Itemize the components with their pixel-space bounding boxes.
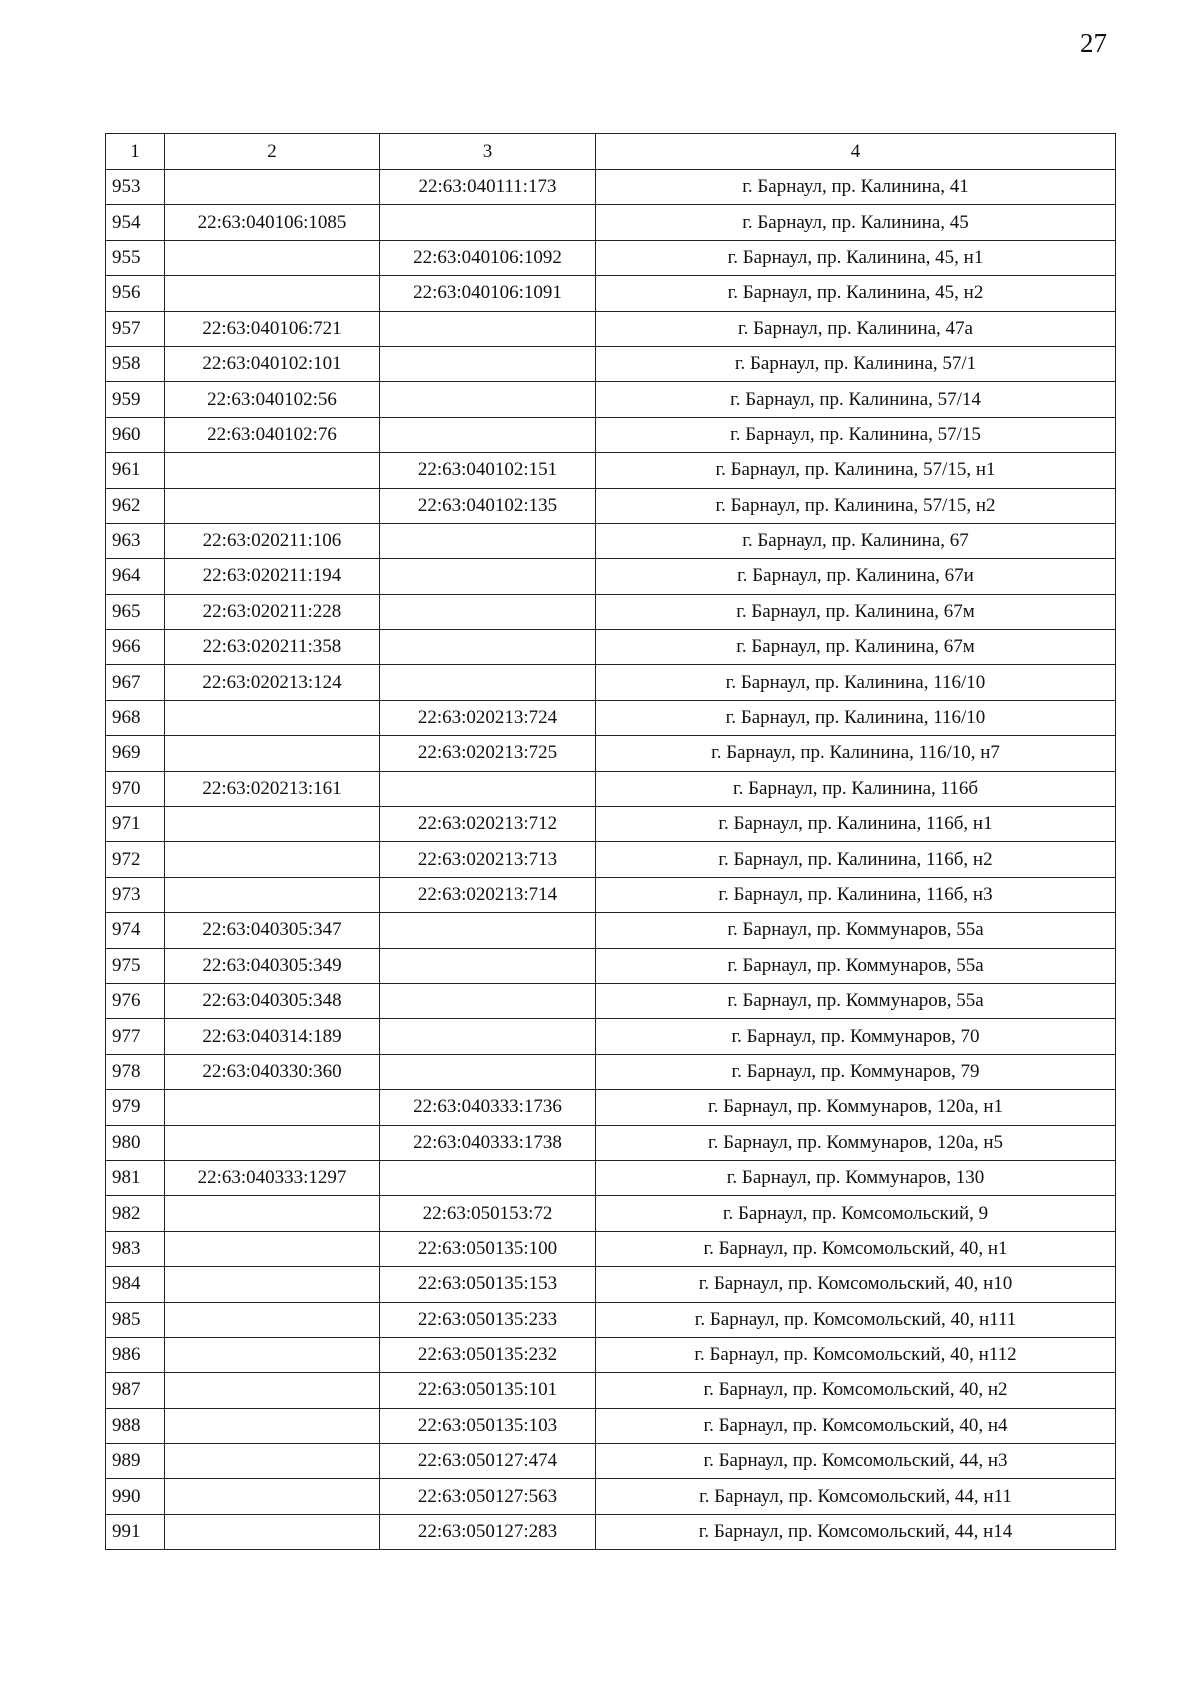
- table-row: [106, 1408, 1116, 1443]
- cadastral-number-cell-col3: [380, 771, 596, 806]
- row-number-cell: 958: [106, 346, 165, 381]
- table-row: [106, 700, 1116, 735]
- address-cell: г. Барнаул, пр. Калинина, 45: [596, 205, 1116, 240]
- table-row: [106, 205, 1116, 240]
- cadastral-number-cell-col3: [380, 1160, 596, 1195]
- cadastral-number-cell-col2: [165, 1479, 380, 1514]
- row-number-cell: 957: [106, 311, 165, 346]
- cadastral-number-cell-col2: [165, 1196, 380, 1231]
- cadastral-number-cell-col3: 22:63:050135:101: [380, 1373, 596, 1408]
- cadastral-number-cell-col2: [165, 1337, 380, 1372]
- table-row: [106, 1267, 1116, 1302]
- address-cell: г. Барнаул, пр. Калинина, 116б: [596, 771, 1116, 806]
- cadastral-number-cell-col3: [380, 665, 596, 700]
- table-row: [106, 1337, 1116, 1372]
- cadastral-number-cell-col3: [380, 948, 596, 983]
- address-cell: г. Барнаул, пр. Калинина, 57/14: [596, 382, 1116, 417]
- registry-table: [105, 133, 1116, 1550]
- table-row: [106, 523, 1116, 558]
- cadastral-number-cell-col3: 22:63:040102:151: [380, 453, 596, 488]
- row-number-cell: 962: [106, 488, 165, 523]
- table-row: [106, 807, 1116, 842]
- cadastral-number-cell-col3: 22:63:050135:232: [380, 1337, 596, 1372]
- table-row: [106, 559, 1116, 594]
- cadastral-number-cell-col2: [165, 736, 380, 771]
- row-number-cell: 968: [106, 700, 165, 735]
- address-cell: г. Барнаул, пр. Калинина, 57/1: [596, 346, 1116, 381]
- cadastral-number-cell-col2: 22:63:020211:228: [165, 594, 380, 629]
- cadastral-number-cell-col3: [380, 205, 596, 240]
- row-number-cell: 974: [106, 913, 165, 948]
- table-row: [106, 665, 1116, 700]
- cadastral-number-cell-col2: [165, 1125, 380, 1160]
- address-cell: г. Барнаул, пр. Калинина, 67: [596, 523, 1116, 558]
- table-row: [106, 1479, 1116, 1514]
- table-row: [106, 1019, 1116, 1054]
- address-cell: г. Барнаул, пр. Калинина, 116/10: [596, 665, 1116, 700]
- cadastral-number-cell-col3: 22:63:020213:725: [380, 736, 596, 771]
- address-cell: г. Барнаул, пр. Калинина, 116б, н1: [596, 807, 1116, 842]
- cadastral-number-cell-col3: [380, 311, 596, 346]
- cadastral-number-cell-col2: 22:63:040102:56: [165, 382, 380, 417]
- cadastral-number-cell-col2: [165, 276, 380, 311]
- address-cell: г. Барнаул, пр. Коммунаров, 120а, н1: [596, 1090, 1116, 1125]
- cadastral-number-cell-col2: 22:63:040102:101: [165, 346, 380, 381]
- cadastral-number-cell-col3: [380, 1019, 596, 1054]
- address-cell: г. Барнаул, пр. Калинина, 45, н2: [596, 276, 1116, 311]
- row-number-cell: 977: [106, 1019, 165, 1054]
- cadastral-number-cell-col2: [165, 700, 380, 735]
- header-col-2: 2: [165, 134, 380, 170]
- cadastral-number-cell-col3: [380, 913, 596, 948]
- cadastral-number-cell-col2: 22:63:040102:76: [165, 417, 380, 452]
- table-row: [106, 948, 1116, 983]
- address-cell: г. Барнаул, пр. Комсомольский, 44, н14: [596, 1514, 1116, 1549]
- table-row: [106, 1514, 1116, 1549]
- address-cell: г. Барнаул, пр. Коммунаров, 55а: [596, 948, 1116, 983]
- cadastral-number-cell-col2: [165, 1514, 380, 1549]
- row-number-cell: 982: [106, 1196, 165, 1231]
- row-number-cell: 978: [106, 1054, 165, 1089]
- cadastral-number-cell-col2: 22:63:020211:358: [165, 630, 380, 665]
- cadastral-number-cell-col3: [380, 382, 596, 417]
- row-number-cell: 989: [106, 1444, 165, 1479]
- table-row: [106, 842, 1116, 877]
- table-row: [106, 736, 1116, 771]
- table-row: [106, 1196, 1116, 1231]
- cadastral-number-cell-col3: [380, 630, 596, 665]
- row-number-cell: 991: [106, 1514, 165, 1549]
- row-number-cell: 973: [106, 877, 165, 912]
- cadastral-number-cell-col3: 22:63:040333:1738: [380, 1125, 596, 1160]
- cadastral-number-cell-col2: [165, 807, 380, 842]
- cadastral-number-cell-col3: [380, 594, 596, 629]
- cadastral-number-cell-col3: [380, 523, 596, 558]
- table-row: [106, 1444, 1116, 1479]
- row-number-cell: 984: [106, 1267, 165, 1302]
- table-row: [106, 276, 1116, 311]
- cadastral-number-cell-col2: [165, 170, 380, 205]
- row-number-cell: 987: [106, 1373, 165, 1408]
- row-number-cell: 966: [106, 630, 165, 665]
- address-cell: г. Барнаул, пр. Калинина, 57/15, н2: [596, 488, 1116, 523]
- address-cell: г. Барнаул, пр. Калинина, 41: [596, 170, 1116, 205]
- cadastral-number-cell-col2: [165, 877, 380, 912]
- cadastral-number-cell-col2: [165, 1408, 380, 1443]
- cadastral-number-cell-col3: 22:63:050135:233: [380, 1302, 596, 1337]
- row-number-cell: 983: [106, 1231, 165, 1266]
- row-number-cell: 960: [106, 417, 165, 452]
- table-row: [106, 594, 1116, 629]
- cadastral-number-cell-col2: 22:63:040106:721: [165, 311, 380, 346]
- row-number-cell: 959: [106, 382, 165, 417]
- cadastral-number-cell-col3: [380, 559, 596, 594]
- cadastral-number-cell-col2: [165, 1090, 380, 1125]
- row-number-cell: 980: [106, 1125, 165, 1160]
- cadastral-number-cell-col2: [165, 1231, 380, 1266]
- table-row: [106, 417, 1116, 452]
- table-row: [106, 1160, 1116, 1195]
- row-number-cell: 986: [106, 1337, 165, 1372]
- cadastral-number-cell-col3: [380, 1054, 596, 1089]
- address-cell: г. Барнаул, пр. Калинина, 116/10, н7: [596, 736, 1116, 771]
- cadastral-number-cell-col2: 22:63:040106:1085: [165, 205, 380, 240]
- cadastral-number-cell-col2: 22:63:040330:360: [165, 1054, 380, 1089]
- address-cell: г. Барнаул, пр. Калинина, 67м: [596, 594, 1116, 629]
- address-cell: г. Барнаул, пр. Комсомольский, 40, н10: [596, 1267, 1116, 1302]
- address-cell: г. Барнаул, пр. Коммунаров, 130: [596, 1160, 1116, 1195]
- header-col-4: 4: [596, 134, 1116, 170]
- cadastral-number-cell-col2: 22:63:020213:124: [165, 665, 380, 700]
- cadastral-number-cell-col2: 22:63:040305:347: [165, 913, 380, 948]
- address-cell: г. Барнаул, пр. Калинина, 116б, н2: [596, 842, 1116, 877]
- table-row: [106, 311, 1116, 346]
- address-cell: г. Барнаул, пр. Комсомольский, 44, н11: [596, 1479, 1116, 1514]
- table-row: [106, 913, 1116, 948]
- address-cell: г. Барнаул, пр. Коммунаров, 70: [596, 1019, 1116, 1054]
- address-cell: г. Барнаул, пр. Калинина, 116б, н3: [596, 877, 1116, 912]
- table-row: [106, 1054, 1116, 1089]
- table-row: [106, 1302, 1116, 1337]
- row-number-cell: 964: [106, 559, 165, 594]
- row-number-cell: 972: [106, 842, 165, 877]
- cadastral-number-cell-col2: [165, 1302, 380, 1337]
- row-number-cell: 961: [106, 453, 165, 488]
- row-number-cell: 990: [106, 1479, 165, 1514]
- cadastral-number-cell-col3: 22:63:050127:283: [380, 1514, 596, 1549]
- cadastral-number-cell-col3: 22:63:020213:712: [380, 807, 596, 842]
- table-row: [106, 771, 1116, 806]
- row-number-cell: 979: [106, 1090, 165, 1125]
- cadastral-number-cell-col3: 22:63:020213:724: [380, 700, 596, 735]
- cadastral-number-cell-col3: 22:63:050135:100: [380, 1231, 596, 1266]
- cadastral-number-cell-col3: [380, 346, 596, 381]
- row-number-cell: 953: [106, 170, 165, 205]
- cadastral-number-cell-col2: [165, 1267, 380, 1302]
- address-cell: г. Барнаул, пр. Коммунаров, 55а: [596, 913, 1116, 948]
- table-row: [106, 877, 1116, 912]
- table-row: [106, 983, 1116, 1018]
- cadastral-number-cell-col2: 22:63:020213:161: [165, 771, 380, 806]
- cadastral-number-cell-col2: [165, 240, 380, 275]
- page-number: 27: [1080, 28, 1107, 58]
- cadastral-number-cell-col3: 22:63:040106:1092: [380, 240, 596, 275]
- cadastral-number-cell-col2: [165, 1373, 380, 1408]
- cadastral-number-cell-col3: [380, 417, 596, 452]
- address-cell: г. Барнаул, пр. Комсомольский, 44, н3: [596, 1444, 1116, 1479]
- row-number-cell: 971: [106, 807, 165, 842]
- row-number-cell: 970: [106, 771, 165, 806]
- address-cell: г. Барнаул, пр. Коммунаров, 79: [596, 1054, 1116, 1089]
- address-cell: г. Барнаул, пр. Комсомольский, 9: [596, 1196, 1116, 1231]
- cadastral-number-cell-col2: 22:63:020211:106: [165, 523, 380, 558]
- cadastral-number-cell-col2: [165, 488, 380, 523]
- address-cell: г. Барнаул, пр. Калинина, 67м: [596, 630, 1116, 665]
- cadastral-number-cell-col3: 22:63:020213:713: [380, 842, 596, 877]
- cadastral-number-cell-col3: 22:63:050153:72: [380, 1196, 596, 1231]
- table-body: [106, 170, 1116, 1550]
- cadastral-number-cell-col2: 22:63:040305:348: [165, 983, 380, 1018]
- cadastral-number-cell-col3: 22:63:040106:1091: [380, 276, 596, 311]
- header-col-1: 1: [106, 134, 165, 170]
- address-cell: г. Барнаул, пр. Коммунаров, 120а, н5: [596, 1125, 1116, 1160]
- cadastral-number-cell-col2: [165, 842, 380, 877]
- address-cell: г. Барнаул, пр. Комсомольский, 40, н112: [596, 1337, 1116, 1372]
- address-cell: г. Барнаул, пр. Калинина, 47а: [596, 311, 1116, 346]
- cadastral-number-cell-col3: [380, 983, 596, 1018]
- address-cell: г. Барнаул, пр. Калинина, 67и: [596, 559, 1116, 594]
- table-header: [106, 134, 1116, 170]
- address-cell: г. Барнаул, пр. Комсомольский, 40, н111: [596, 1302, 1116, 1337]
- table-row: [106, 1373, 1116, 1408]
- address-cell: г. Барнаул, пр. Комсомольский, 40, н1: [596, 1231, 1116, 1266]
- row-number-cell: 963: [106, 523, 165, 558]
- cadastral-number-cell-col3: 22:63:040333:1736: [380, 1090, 596, 1125]
- row-number-cell: 967: [106, 665, 165, 700]
- row-number-cell: 988: [106, 1408, 165, 1443]
- header-row: [106, 134, 1116, 170]
- cadastral-number-cell-col2: 22:63:040314:189: [165, 1019, 380, 1054]
- cadastral-number-cell-col3: 22:63:050127:474: [380, 1444, 596, 1479]
- row-number-cell: 975: [106, 948, 165, 983]
- cadastral-number-cell-col3: 22:63:050135:153: [380, 1267, 596, 1302]
- row-number-cell: 955: [106, 240, 165, 275]
- cadastral-number-cell-col3: 22:63:040102:135: [380, 488, 596, 523]
- header-col-3: 3: [380, 134, 596, 170]
- table-row: [106, 1125, 1116, 1160]
- cadastral-number-cell-col3: 22:63:050127:563: [380, 1479, 596, 1514]
- table-row: [106, 488, 1116, 523]
- address-cell: г. Барнаул, пр. Комсомольский, 40, н4: [596, 1408, 1116, 1443]
- row-number-cell: 969: [106, 736, 165, 771]
- address-cell: г. Барнаул, пр. Коммунаров, 55а: [596, 983, 1116, 1018]
- address-cell: г. Барнаул, пр. Калинина, 57/15, н1: [596, 453, 1116, 488]
- cadastral-number-cell-col2: 22:63:020211:194: [165, 559, 380, 594]
- address-cell: г. Барнаул, пр. Калинина, 45, н1: [596, 240, 1116, 275]
- cadastral-number-cell-col3: 22:63:020213:714: [380, 877, 596, 912]
- row-number-cell: 985: [106, 1302, 165, 1337]
- cadastral-number-cell-col2: 22:63:040305:349: [165, 948, 380, 983]
- table-row: [106, 240, 1116, 275]
- cadastral-number-cell-col2: [165, 1444, 380, 1479]
- address-cell: г. Барнаул, пр. Комсомольский, 40, н2: [596, 1373, 1116, 1408]
- table-row: [106, 1231, 1116, 1266]
- table-row: [106, 630, 1116, 665]
- row-number-cell: 981: [106, 1160, 165, 1195]
- cadastral-number-cell-col3: 22:63:040111:173: [380, 170, 596, 205]
- row-number-cell: 976: [106, 983, 165, 1018]
- address-cell: г. Барнаул, пр. Калинина, 116/10: [596, 700, 1116, 735]
- table-row: [106, 453, 1116, 488]
- cadastral-number-cell-col3: 22:63:050135:103: [380, 1408, 596, 1443]
- cadastral-number-cell-col2: 22:63:040333:1297: [165, 1160, 380, 1195]
- row-number-cell: 956: [106, 276, 165, 311]
- cadastral-number-cell-col2: [165, 453, 380, 488]
- address-cell: г. Барнаул, пр. Калинина, 57/15: [596, 417, 1116, 452]
- row-number-cell: 965: [106, 594, 165, 629]
- table-row: [106, 1090, 1116, 1125]
- table-row: [106, 382, 1116, 417]
- table-row: [106, 170, 1116, 205]
- row-number-cell: 954: [106, 205, 165, 240]
- table-row: [106, 346, 1116, 381]
